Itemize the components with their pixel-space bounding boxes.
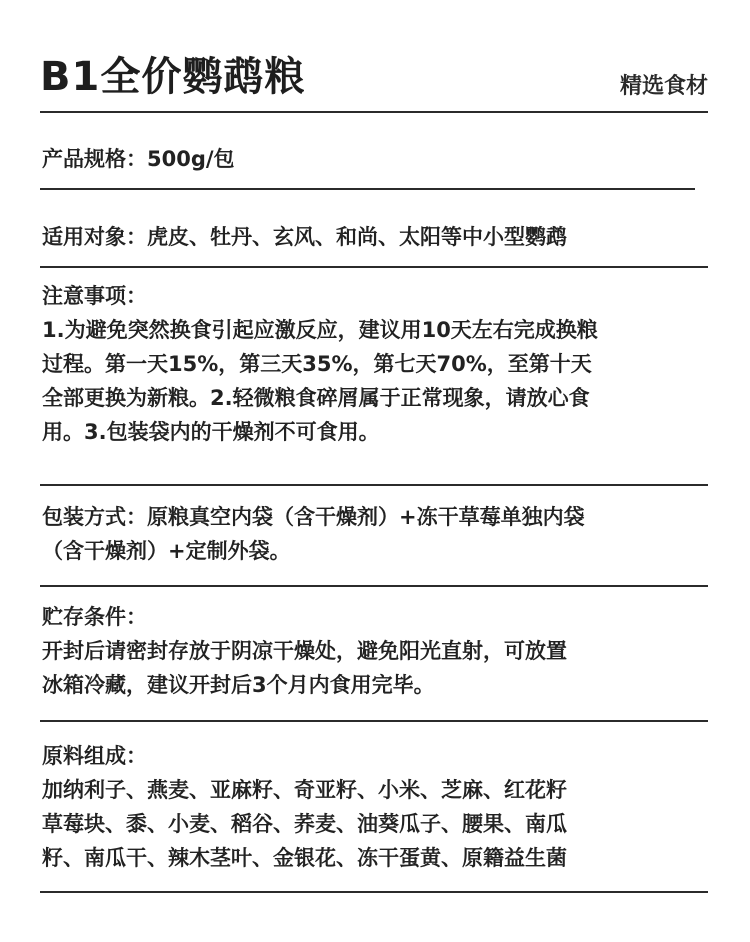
storage-line: 开封后请密封存放于阴凉干燥处，避免阳光直射，可放置	[42, 639, 567, 663]
divider-top	[40, 111, 708, 113]
divider-spec	[40, 188, 695, 190]
storage-label: 贮存条件：	[42, 605, 147, 629]
packaging-line: 包装方式：原粮真空内袋（含干燥剂）+冻干草莓单独内袋	[42, 505, 585, 529]
spec-value: 500g/包	[147, 147, 235, 171]
target-section	[42, 220, 714, 254]
notes-line: 全部更换为新粮。2.轻微粮食碎屑属于正常现象，请放心食	[42, 386, 590, 410]
packaging-line: （含干燥剂）+定制外袋。	[42, 539, 291, 563]
divider-notes	[40, 484, 708, 486]
notes-line: 1.为避免突然换食引起应激反应，建议用10天左右完成换粮	[42, 318, 598, 342]
notes-line: 过程。第一天15%，第三天35%，第七天70%，至第十天	[42, 352, 592, 376]
tagline: 精选食材	[619, 74, 708, 99]
target-label: 适用对象：	[42, 225, 147, 249]
page-title: B1全价鹦鹉粮	[40, 54, 306, 100]
divider-packaging	[40, 585, 708, 587]
notes-label: 注意事项：	[42, 284, 147, 308]
packaging-section	[42, 500, 714, 568]
spec-section	[42, 142, 714, 176]
divider-target	[40, 266, 708, 268]
ingredients-section	[42, 739, 714, 875]
notes-section	[42, 279, 714, 449]
ingredients-line: 加纳利子、燕麦、亚麻籽、奇亚籽、小米、芝麻、红花籽	[42, 778, 567, 802]
ingredients-label: 原料组成：	[42, 744, 147, 768]
storage-section	[42, 600, 714, 702]
notes-line: 用。3.包装袋内的干燥剂不可食用。	[42, 420, 380, 444]
divider-bottom	[40, 891, 708, 893]
target-value: 虎皮、牡丹、玄风、和尚、太阳等中小型鹦鹉	[147, 225, 567, 249]
divider-storage	[40, 720, 708, 722]
storage-line: 冰箱冷藏，建议开封后3个月内食用完毕。	[42, 673, 435, 697]
spec-label: 产品规格：	[42, 147, 147, 171]
ingredients-line: 草莓块、黍、小麦、稻谷、荞麦、油葵瓜子、腰果、南瓜	[42, 812, 567, 836]
ingredients-line: 籽、南瓜干、辣木茎叶、金银花、冻干蛋黄、原籍益生菌	[42, 846, 567, 870]
